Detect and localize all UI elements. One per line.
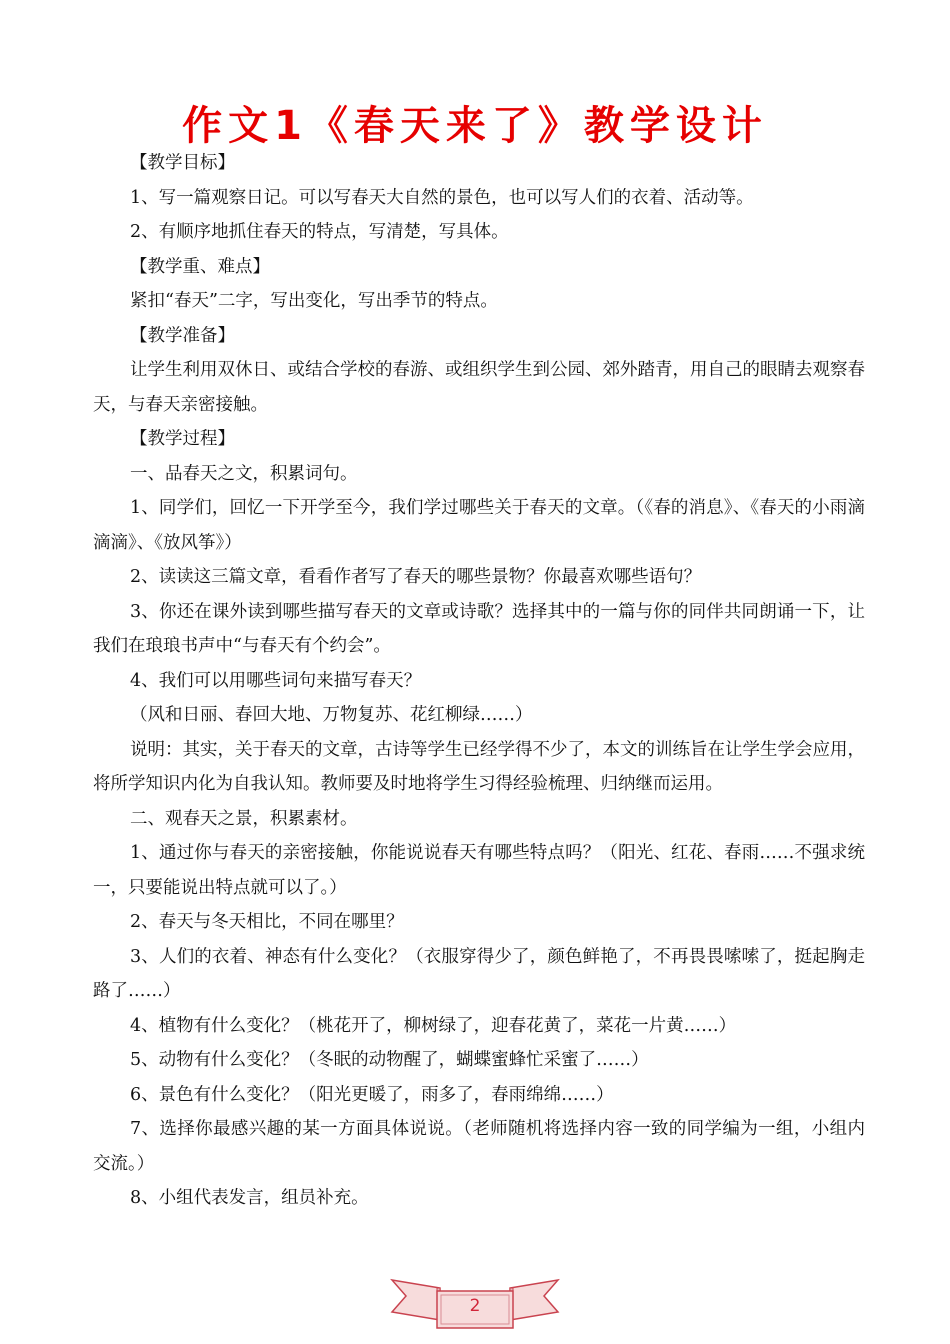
section-heading-process: 【教学过程】 [130,429,235,449]
section-heading-key-points: 【教学重、难点】 [130,256,270,277]
paragraph: 二、观春天之景，积累素材。 [130,808,358,829]
paragraph: 让学生利用双休日、或结合学校的春游、或组织学生到公园、郊外踏青，用自己的眼睛去观察春天，与春天亲密接触。 [93,360,865,415]
paragraph: 1、同学们，回忆一下开学至今，我们学过哪些关于春天的文章。（《春的消息》、《春天的小雨滴滴滴》、《放风筝》） [93,498,865,553]
section-heading-preparation: 【教学准备】 [130,325,235,346]
paragraph: 8、小组代表发言，组员补充。 [130,1188,369,1208]
paragraph: 一、品春天之文，积累词句。 [130,463,358,484]
paragraph: 2、读读这三篇文章，看看作者写了春天的哪些景物？你最喜欢哪些语句？ [130,567,702,587]
document-body [93,146,865,1216]
paragraph: 4、我们可以用哪些词句来描写春天？ [130,670,422,691]
paragraph: 1、通过你与春天的亲密接触，你能说说春天有哪些特点吗？（阳光、红花、春雨……不强求统一，只要能说出特点就可以了。） [93,843,865,898]
paragraph: （风和日丽、春回大地、万物复苏、花红柳绿……） [130,705,533,725]
section-heading-goals: 【教学目标】 [130,153,235,173]
document-title: 作文1《春天来了》教学设计 [182,103,768,149]
paragraph: 7、选择你最感兴趣的某一方面具体说说。（老师随机将选择内容一致的同学编为一组，小组内交流。） [93,1119,865,1174]
paragraph: 4、植物有什么变化？（桃花开了，柳树绿了，迎春花黄了，菜花一片黄……） [130,1015,737,1036]
paragraph: 3、人们的衣着、神态有什么变化？（衣服穿得少了，颜色鲜艳了，不再畏畏嗦嗦了，挺起胸走路了……） [93,946,865,1001]
paragraph: 说明：其实，关于春天的文章，古诗等学生已经学得不少了，本文的训练旨在让学生学会应用，将所学知识内化为自我认知。教师要及时地将学生习得经验梳理、归纳继而运用。 [93,739,865,794]
paragraph: 2、春天与冬天相比，不同在哪里？ [130,912,404,932]
paragraph: 1、写一篇观察日记。可以写春天大自然的景色，也可以写人们的衣着、活动等。 [130,187,754,208]
paragraph: 6、景色有什么变化？（阳光更暖了，雨多了，春雨绵绵……） [130,1084,614,1105]
paragraph: 3、你还在课外读到哪些描写春天的文章或诗歌？选择其中的一篇与你的同伴共同朗诵一下，让我们在琅琅书声中“与春天有个约会”。 [93,601,865,656]
paragraph: 2、有顺序地抓住春天的特点，写清楚，写具体。 [130,222,509,242]
paragraph: 紧扣“春天”二字，写出变化，写出季节的特点。 [130,291,498,311]
page-number: 2 [469,1296,481,1316]
paragraph: 5、动物有什么变化？（冬眠的动物醒了，蝴蝶蜜蜂忙采蜜了……） [130,1050,649,1070]
